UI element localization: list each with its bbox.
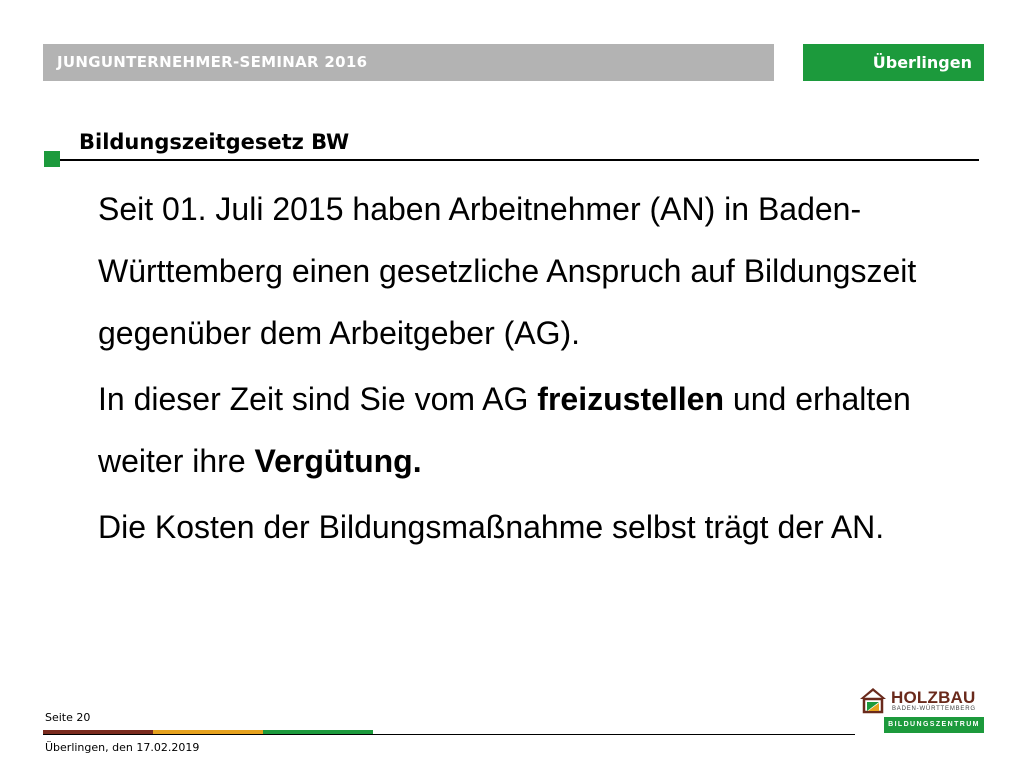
paragraph-release-bold-freizustellen: freizustellen	[537, 381, 725, 417]
logo-wordmark: HOLZBAU	[891, 688, 976, 707]
footer-date: Überlingen, den 17.02.2019	[45, 741, 200, 754]
title-divider	[60, 159, 979, 161]
logo-tagline: BILDUNGSZENTRUM	[884, 717, 984, 733]
paragraph-costs: Die Kosten der Bildungsmaßnahme selbst trägt der AN.	[98, 509, 885, 545]
house-emblem-icon	[858, 685, 888, 715]
paragraph-release	[98, 368, 948, 492]
location-badge	[803, 44, 984, 81]
page-number: Seite 20	[45, 711, 91, 724]
slide-body	[98, 178, 948, 562]
seminar-title-bar	[43, 44, 774, 81]
holzbau-logo	[858, 683, 986, 735]
title-bullet-square	[44, 151, 60, 167]
seminar-title: JUNGUNTERNEHMER-SEMINAR 2016	[57, 53, 368, 71]
logo-region: BADEN-WÜRTTEMBERG	[892, 706, 976, 712]
paragraph-release-text-1: In dieser Zeit sind Sie vom AG	[98, 381, 538, 417]
footer-divider	[43, 734, 855, 735]
slide-title: Bildungszeitgesetz BW	[79, 130, 350, 154]
paragraph-entitlement: Seit 01. Juli 2015 haben Arbeitnehmer (AN) in Baden-Württemberg einen gesetzliche Anspruch auf Bildungszeit gegenüber dem Arbeitgeber (AG).	[98, 191, 917, 351]
paragraph-release-bold-verguetung: Vergütung.	[254, 443, 422, 479]
location-label: Überlingen	[872, 53, 972, 72]
paragraph-release-text-2: und erhalten weiter ihre	[98, 381, 911, 479]
